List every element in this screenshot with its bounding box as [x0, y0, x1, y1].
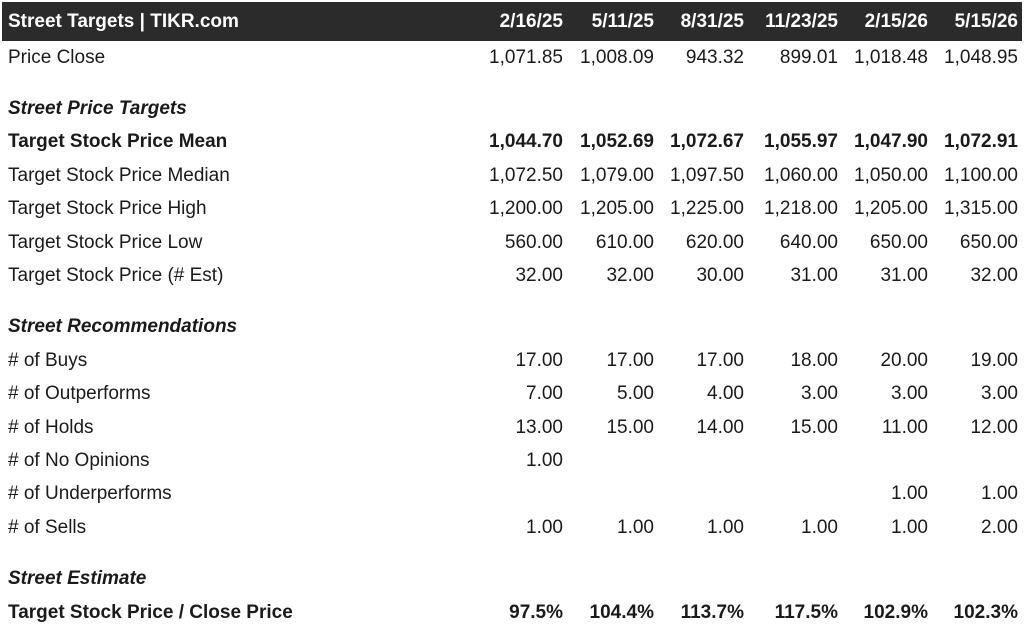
row-label: # of No Opinions	[8, 449, 150, 471]
section-spacer	[2, 74, 1022, 92]
row-label: # of Underperforms	[8, 483, 172, 505]
table-cell: 1,008.09	[580, 46, 654, 68]
table-cell: 1.00	[526, 516, 563, 538]
table-cell	[658, 444, 748, 477]
row-label: Target Stock Price / Close Price	[8, 601, 293, 623]
table-cell: 1.00	[617, 516, 654, 538]
table-row-price-close	[2, 41, 1022, 74]
table-cell: 899.01	[779, 46, 838, 68]
street-targets-panel	[0, 2, 1024, 632]
table-cell: 1.00	[526, 449, 563, 471]
table-cell: 1,072.67	[670, 131, 744, 153]
table-cell: 117.5%	[774, 601, 838, 623]
table-cell: 32.00	[515, 265, 563, 287]
table-cell: 104.4%	[589, 601, 654, 623]
table-cell: 1.00	[801, 516, 838, 538]
column-header-date: 8/31/25	[680, 10, 744, 32]
row-label: Target Stock Price Median	[8, 164, 230, 186]
table-cell: 943.32	[685, 46, 744, 68]
table-cell: 2.00	[981, 516, 1018, 538]
table-cell: 1.00	[891, 483, 928, 505]
row-label: # of Sells	[8, 516, 87, 538]
row-label: Target Stock Price Low	[8, 231, 203, 253]
table-cell: 1,097.50	[670, 164, 744, 186]
table-cell	[476, 478, 567, 511]
table-cell: 1,079.00	[580, 164, 654, 186]
table-cell: 14.00	[696, 416, 744, 438]
table-cell: 3.00	[801, 383, 838, 405]
table-cell: 18.00	[790, 349, 838, 371]
table-cell: 1,047.90	[854, 131, 928, 153]
section-title: Street Estimate	[8, 568, 147, 590]
table-cell	[748, 444, 842, 477]
table-cell: 17.00	[606, 349, 654, 371]
section-spacer	[2, 293, 1022, 311]
table-cell: 1,072.91	[944, 131, 1018, 153]
row-label: Target Stock Price High	[8, 198, 207, 220]
table-cell	[842, 444, 932, 477]
table-cell: 13.00	[515, 416, 563, 438]
table-cell: 32.00	[970, 265, 1018, 287]
table-cell: 15.00	[790, 416, 838, 438]
table-row-target-close-ratio	[2, 596, 1022, 629]
table-row-sells	[2, 511, 1022, 544]
table-cell: 620.00	[685, 231, 744, 253]
table-cell: 1,100.00	[944, 164, 1018, 186]
table-cell: 1.00	[981, 483, 1018, 505]
column-header-date: 5/11/25	[591, 10, 654, 32]
table-cell: 1,055.97	[764, 131, 838, 153]
table-cell: 3.00	[891, 383, 928, 405]
table-row-buys	[2, 344, 1022, 377]
section-title: Street Price Targets	[8, 98, 187, 120]
table-cell: 102.9%	[863, 601, 928, 623]
table-cell: 1,071.85	[489, 46, 563, 68]
table-row-target-median	[2, 159, 1022, 192]
table-cell: 1,205.00	[580, 198, 654, 220]
table-cell: 3.00	[981, 383, 1018, 405]
table-cell: 19.00	[970, 349, 1018, 371]
table-cell: 97.5%	[509, 601, 563, 623]
table-cell	[932, 444, 1022, 477]
table-cell	[658, 478, 748, 511]
table-row-target-mean	[2, 126, 1022, 159]
table-cell	[748, 478, 842, 511]
table-cell: 1,018.48	[854, 46, 928, 68]
table-cell: 610.00	[595, 231, 654, 253]
table-cell: 1,044.70	[489, 131, 563, 153]
section-header-estimate	[2, 562, 1022, 595]
table-cell: 5.00	[617, 383, 654, 405]
table-cell: 11.00	[881, 416, 928, 438]
section-spacer	[2, 544, 1022, 562]
row-label: # of Holds	[8, 416, 94, 438]
table-cell: 1,060.00	[764, 164, 838, 186]
table-row-target-est-count	[2, 259, 1022, 292]
column-header-date: 2/15/26	[864, 10, 928, 32]
table-cell: 12.00	[970, 416, 1018, 438]
table-cell: 17.00	[515, 349, 563, 371]
table-cell: 4.00	[707, 383, 744, 405]
table-cell: 640.00	[779, 231, 838, 253]
table-header-row	[2, 2, 1022, 41]
table-cell: 1,205.00	[854, 198, 928, 220]
section-header-price-targets	[2, 92, 1022, 125]
table-cell: 31.00	[790, 265, 838, 287]
row-label: # of Outperforms	[8, 383, 151, 405]
table-row-no-opinions	[2, 444, 1022, 477]
table-cell: 1,072.50	[489, 164, 563, 186]
table-cell: 1,218.00	[764, 198, 838, 220]
table-row-holds	[2, 411, 1022, 444]
table-cell: 1,048.95	[944, 46, 1018, 68]
section-title: Street Recommendations	[8, 316, 238, 338]
table-cell: 650.00	[869, 231, 928, 253]
row-label: # of Buys	[8, 349, 88, 371]
table-cell: 7.00	[526, 383, 563, 405]
table-cell	[567, 444, 658, 477]
table-cell: 1.00	[891, 516, 928, 538]
table-row-target-high	[2, 193, 1022, 226]
table-cell: 31.00	[880, 265, 928, 287]
column-header-date: 2/16/25	[499, 10, 563, 32]
table-cell: 1.00	[707, 516, 744, 538]
table-cell: 17.00	[696, 349, 744, 371]
table-row-target-low	[2, 226, 1022, 259]
row-label: Target Stock Price (# Est)	[8, 265, 224, 287]
table-cell: 650.00	[959, 231, 1018, 253]
street-targets-table	[2, 2, 1022, 629]
table-cell: 1,052.69	[580, 131, 654, 153]
table-cell: 30.00	[696, 265, 744, 287]
table-cell: 20.00	[880, 349, 928, 371]
row-label: Price Close	[8, 46, 106, 68]
table-cell: 15.00	[606, 416, 654, 438]
table-cell: 1,225.00	[670, 198, 744, 220]
table-cell: 32.00	[606, 265, 654, 287]
row-label: Target Stock Price Mean	[8, 131, 228, 153]
table-cell: 113.7%	[680, 601, 744, 623]
column-header-date: 11/23/25	[765, 10, 838, 32]
table-row-underperforms	[2, 478, 1022, 511]
table-cell: 1,315.00	[944, 198, 1018, 220]
table-cell	[567, 478, 658, 511]
table-title: Street Targets | TIKR.com	[8, 10, 239, 32]
table-cell: 1,200.00	[489, 198, 563, 220]
table-cell: 560.00	[504, 231, 563, 253]
table-cell: 1,050.00	[854, 164, 928, 186]
column-header-date: 5/15/26	[954, 10, 1018, 32]
table-cell: 102.3%	[953, 601, 1018, 623]
section-header-recommendations	[2, 311, 1022, 344]
table-row-outperforms	[2, 378, 1022, 411]
